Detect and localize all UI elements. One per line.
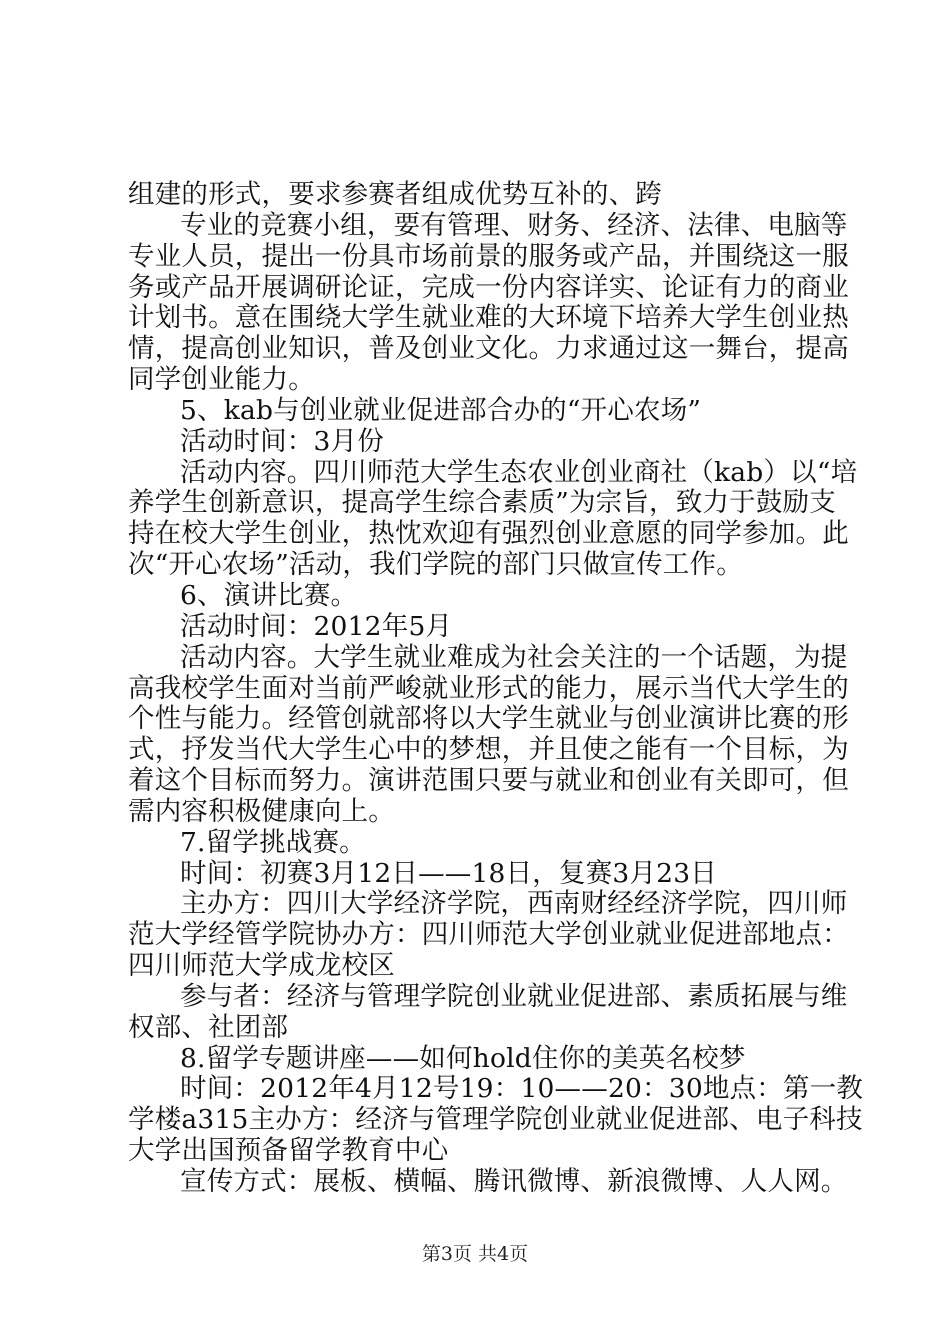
text-line: 情，提高创业知识，普及创业文化。力求通过这一舞台，提高: [128, 333, 849, 364]
text-line: 着这个目标而努力。演讲范围只要与就业和创业有关即可，但: [128, 765, 849, 796]
text-line: 活动内容。大学生就业难成为社会关注的一个话题，为提: [180, 642, 848, 673]
text-line: 主办方：四川大学经济学院，西南财经经济学院，四川师: [180, 888, 848, 919]
text-line: 活动时间：2012年5月: [180, 611, 453, 642]
text-line: 组建的形式，要求参赛者组成优势互补的、跨: [128, 179, 662, 210]
text-line: 同学创业能力。: [128, 364, 315, 395]
text-line: 参与者：经济与管理学院创业就业促进部、素质拓展与维: [180, 981, 848, 1012]
text-line: 持在校大学生创业，热忱欢迎有强烈创业意愿的同学参加。此: [128, 518, 849, 549]
section-heading: 7.留学挑战赛。: [180, 827, 366, 858]
text-line: 大学出国预备留学教育中心: [128, 1135, 449, 1166]
text-line: 学楼a315主办方：经济与管理学院创业就业促进部、电子科技: [128, 1104, 863, 1135]
text-line: 高我校学生面对当前严峻就业形式的能力，展示当代大学生的: [128, 673, 849, 704]
text-line: 养学生创新意识，提高学生综合素质”为宗旨，致力于鼓励支: [128, 487, 836, 518]
text-line: 权部、社团部: [128, 1012, 289, 1043]
section-heading: 5、kab与创业就业促进部合办的“开心农场”: [180, 395, 702, 426]
text-line: 时间：2012年4月12号19：10——20：30地点：第一教: [180, 1073, 864, 1104]
section-heading: 6、演讲比赛。: [180, 580, 358, 611]
text-line: 活动内容。四川师范大学生态农业创业商社（kab）以“培: [180, 457, 858, 488]
text-line: 需内容积极健康向上。: [128, 796, 395, 827]
text-line: 专业的竞赛小组，要有管理、财务、经济、法律、电脑等: [180, 210, 848, 241]
text-line: 宣传方式：展板、横幅、腾讯微博、新浪微博、人人网。: [180, 1166, 848, 1197]
text-line: 四川师范大学成龙校区: [128, 950, 395, 981]
section-heading: 8.留学专题讲座——如何hold住你的美英名校梦: [180, 1043, 746, 1074]
text-line: 个性与能力。经管创就部将以大学生就业与创业演讲比赛的形: [128, 703, 849, 734]
text-line: 务或产品开展调研论证，完成一份内容详实、论证有力的商业: [128, 272, 849, 303]
page-footer: 第3页 共4页: [421, 1243, 529, 1265]
text-line: 计划书。意在围绕大学生就业难的大环境下培养大学生创业热: [128, 302, 849, 333]
text-line: 式，抒发当代大学生心中的梦想，并且使之能有一个目标，为: [128, 734, 849, 765]
text-line: 范大学经管学院协办方：四川师范大学创业就业促进部地点：: [128, 919, 849, 950]
text-line: 时间：初赛3月12日——18日，复赛3月23日: [180, 858, 717, 889]
text-line: 专业人员，提出一份具市场前景的服务或产品，并围绕这一服: [128, 241, 849, 272]
text-line: 活动时间：3月份: [180, 426, 384, 457]
text-line: 次“开心农场”活动，我们学院的部门只做宣传工作。: [128, 549, 743, 580]
